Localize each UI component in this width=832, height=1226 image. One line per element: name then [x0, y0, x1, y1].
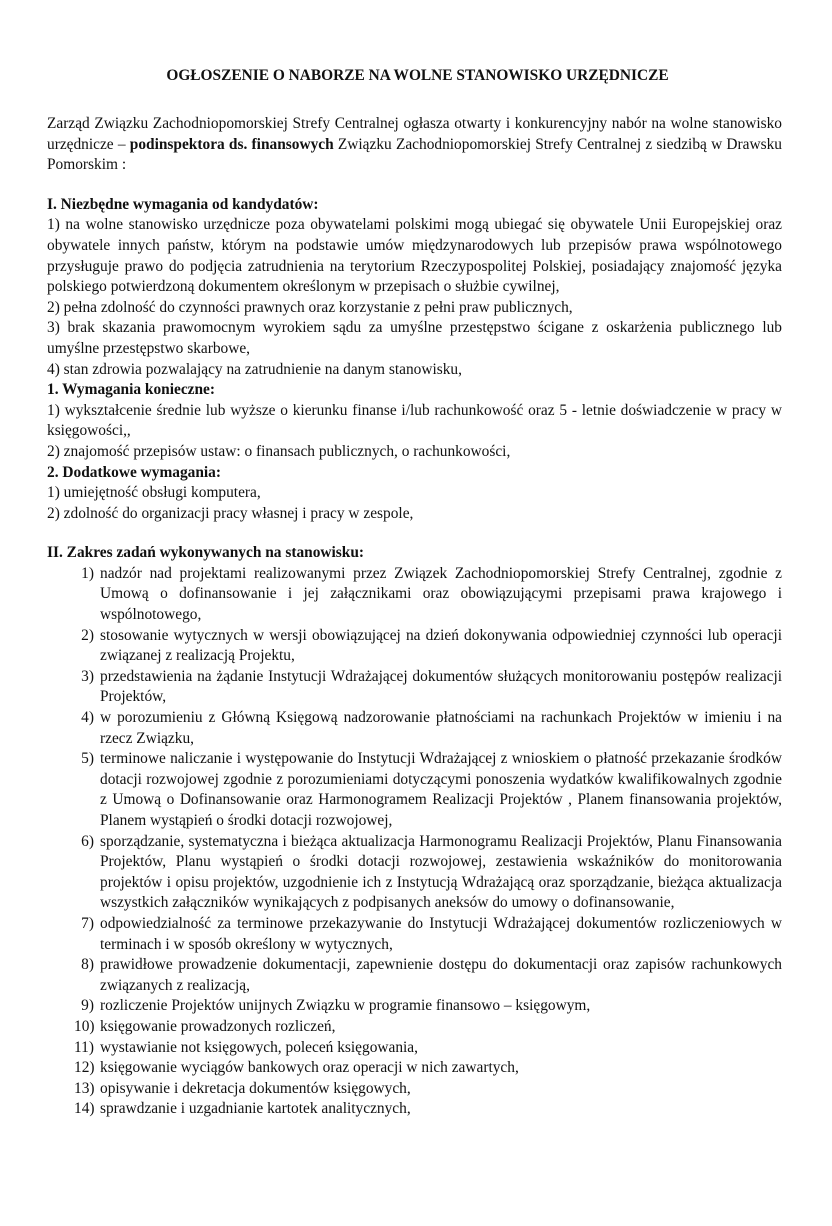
task-number: 13) — [74, 1079, 95, 1097]
required-item: 1) wykształcenie średnie lub wyższe o kierunku finanse i/lub rachunkowość oraz 5 - letnie doświadczenie w pracy w księgowości,, — [47, 401, 782, 440]
additional-item: 1) umiejętność obsługi komputera, — [47, 484, 261, 502]
task-item — [47, 626, 782, 667]
intro-paragraph — [47, 114, 782, 176]
task-number: 9) — [81, 997, 94, 1015]
requirement-item: 1) na wolne stanowisko urzędnicze poza obywatelami polskimi mogą ubiegać się obywatele Unii Europejskiej oraz obywatele innych państw, którym na podstawie umów międzynarodowych lub przepisów prawa wspólnotowego przysługuje prawo do podjęcia zatrudnienia na terytorium Rzeczypospolitej Polskiej, posiadający znajomość języka polskiego potwierdzoną dokumentem określonym w przepisach o służbie cywilnej, — [47, 216, 782, 296]
task-number: 4) — [81, 709, 94, 727]
task-text: księgowanie prowadzonych rozliczeń, — [100, 1017, 336, 1035]
task-item — [47, 1017, 782, 1038]
document-page — [47, 66, 782, 1120]
task-text: stosowanie wytycznych w wersji obowiązującej na dzień dokonywania odpowiedniej czynności lub operacji związanej z realizacją Projektu, — [100, 626, 782, 665]
task-number: 7) — [81, 914, 94, 932]
task-number: 3) — [81, 667, 94, 685]
tasks-list — [47, 564, 782, 1120]
task-item — [47, 1079, 782, 1100]
task-text: prawidłowe prowadzenie dokumentacji, zapewnienie dostępu do dokumentacji oraz zapisów rachunkowych związanych z realizacją, — [100, 956, 782, 994]
task-text: sprawdzanie i uzgadnianie kartotek analitycznych, — [100, 1100, 411, 1118]
task-text: rozliczenie Projektów unijnych Związku w programie finansowo – księgowym, — [100, 997, 591, 1015]
intro-text-before: Zarząd Związku Zachodniopomorskiej Strefy Centralnej ogłasza otwarty i konkurencyjny nabór na wolne stanowisko urzędnicze – — [47, 115, 782, 153]
task-item — [47, 564, 782, 626]
task-number: 11) — [74, 1038, 94, 1056]
task-item — [47, 749, 782, 831]
task-text: wystawianie not księgowych, poleceń księgowania, — [100, 1038, 418, 1056]
section1-heading: I. Niezbędne wymagania od kandydatów: — [47, 195, 319, 213]
task-number: 10) — [74, 1017, 95, 1035]
task-text: księgowanie wyciągów bankowych oraz operacji w nich zawartych, — [100, 1059, 519, 1077]
requirement-item: 4) stan zdrowia pozwalający na zatrudnienie na danym stanowisku, — [47, 360, 462, 378]
task-number: 1) — [81, 564, 94, 582]
requirements-list — [47, 215, 782, 380]
additional-list — [47, 483, 782, 524]
task-item — [47, 708, 782, 749]
task-text: przedstawienia na żądanie Instytucji Wdrażającej dokumentów służących monitorowaniu postępów realizacji Projektów, — [100, 667, 782, 706]
task-item — [47, 955, 782, 996]
task-text: terminowe naliczanie i występowanie do Instytucji Wdrażającej z wnioskiem o płatność przekazanie środków dotacji rozwojowej zgodnie z porozumieniami dotyczącymi ponoszenia wydatków kwalifikowalnych zgodnie z Umową o Dofinansowanie oraz Harmonogramem Realizacji Projektów , Planem finansowania projektów, Planem wystąpień o środki dotacji rozwojowej, — [100, 750, 782, 829]
intro-text-after: Związku Zachodniopomorskiej Strefy Centralnej z siedzibą w Drawsku Pomorskim : — [47, 135, 782, 174]
task-number: 14) — [74, 1100, 95, 1118]
required-list — [47, 401, 782, 463]
task-text: opisywanie i dekretacja dokumentów księgowych, — [100, 1079, 411, 1097]
task-item — [47, 996, 782, 1017]
task-number: 5) — [81, 750, 94, 768]
task-item — [47, 667, 782, 708]
task-item — [47, 914, 782, 955]
task-number: 8) — [81, 956, 94, 974]
task-item — [47, 1058, 782, 1079]
requirement-item: 3) brak skazania prawomocnym wyrokiem sądu za umyślne przestępstwo ścigane z oskarżenia publicznego lub umyślne przestępstwo skarbowe, — [47, 319, 782, 357]
required-item: 2) znajomość przepisów ustaw: o finansach publicznych, o rachunkowości, — [47, 442, 511, 460]
task-text: nadzór nad projektami realizowanymi przez Związek Zachodniopomorskiej Strefy Centralnej, zgodnie z Umową o dofinansowanie i jej załącznikami oraz obowiązującymi przepisami prawa krajowego i wspólnotowego, — [100, 564, 782, 624]
task-item — [47, 1038, 782, 1059]
task-number: 12) — [74, 1059, 95, 1077]
additional-item: 2) zdolność do organizacji pracy własnej i pracy w zespole, — [47, 504, 414, 522]
task-number: 2) — [81, 626, 94, 644]
task-text: odpowiedzialność za terminowe przekazywanie do Instytucji Wdrażającej dokumentów rozliczeniowych w terminach i w sposób określony w wytycznych, — [100, 914, 782, 953]
task-item — [47, 1099, 782, 1120]
requirement-item: 2) pełna zdolność do czynności prawnych oraz korzystanie z pełni praw publicznych, — [47, 298, 573, 316]
section2-heading: II. Zakres zadań wykonywanych na stanowisku: — [47, 544, 365, 562]
task-text: w porozumieniu z Główną Księgową nadzorowanie płatnościami na rachunkach Projektów w imieniu i na rzecz Związku, — [100, 709, 782, 747]
task-item — [47, 832, 782, 914]
page-title: OGŁOSZENIE O NABORZE NA WOLNE STANOWISKO URZĘDNICZE — [166, 67, 669, 84]
additional-heading: 2. Dodatkowe wymagania: — [47, 463, 222, 481]
intro-position-name: podinspektora ds. finansowych — [129, 135, 334, 153]
task-number: 6) — [81, 832, 94, 850]
task-text: sporządzanie, systematyczna i bieżąca aktualizacja Harmonogramu Realizacji Projektów, Planu Finansowania Projektów, Planu wystąpień o środki dotacji rozwojowej, zestawienia wskaźników do monitorowania projektów i opisu projektów, uzgodnienie ich z Instytucją Wdrażającą oraz sporządzanie, bieżąca aktualizacja wszystkich załączników wynikających z podpisanych aneksów do umowy o dofinansowanie, — [100, 832, 782, 912]
required-heading: 1. Wymagania konieczne: — [47, 381, 216, 399]
